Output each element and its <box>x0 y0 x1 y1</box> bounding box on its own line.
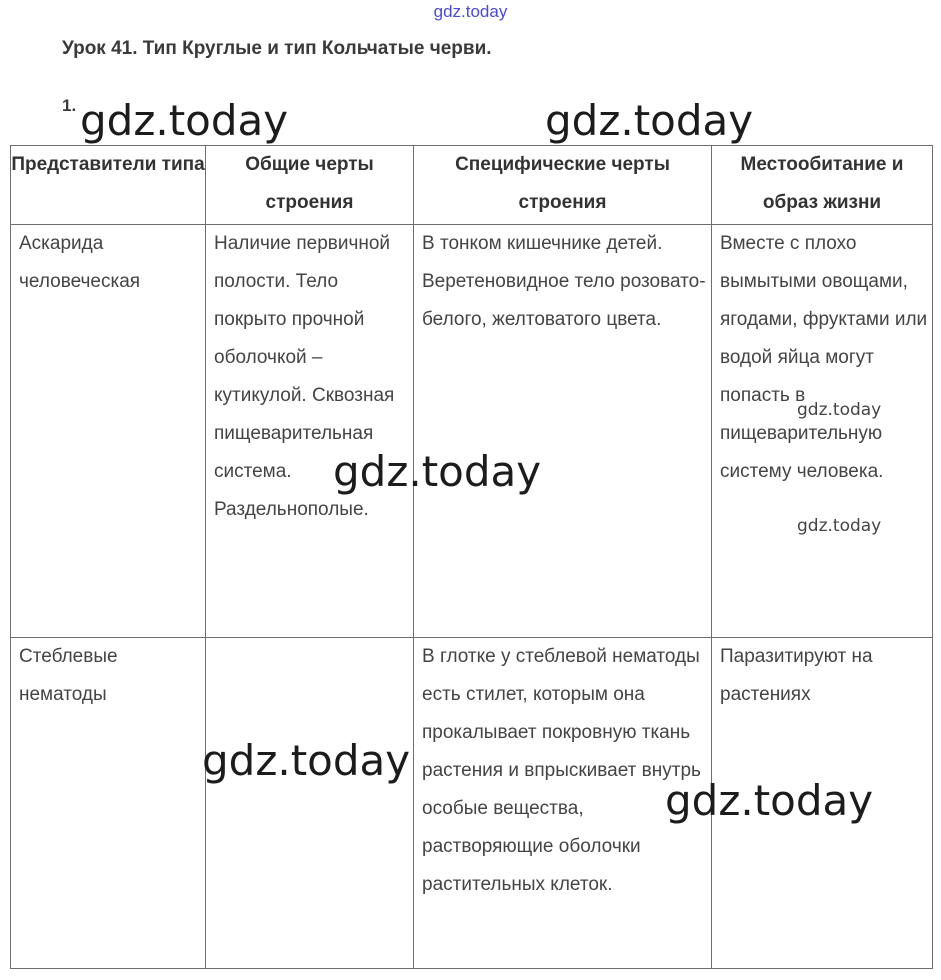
watermark: gdz.today <box>545 96 754 145</box>
lesson-title: Урок 41. Тип Круглые и тип Кольчатые черви. <box>62 38 492 59</box>
item-number: 1. <box>62 96 77 115</box>
watermark: gdz.today <box>202 736 411 785</box>
cell-general-features: Наличие первичной полости. Тело покрыто прочной оболочкой – кутикулой. Сквозная пищеварительная система. Раздельнополые. <box>206 225 414 638</box>
cell-representative: Стеблевые нематоды <box>11 638 206 969</box>
watermark: gdz.today <box>665 776 874 825</box>
cell-habitat: Паразитируют на растениях <box>712 638 933 969</box>
column-header-general-features: Общие черты строения <box>206 146 414 225</box>
column-header-representatives: Представители типа <box>11 146 206 225</box>
watermark: gdz.today <box>797 516 882 536</box>
watermark: gdz.today <box>80 96 289 145</box>
cell-specific-features: В глотке у стеблевой нематоды есть стилет, которым она прокалывает покровную ткань растения и впрыскивает внутрь особые вещества, растворяющие оболочки растительных клеток. <box>414 638 712 969</box>
table-row <box>11 225 933 638</box>
site-watermark-top: gdz.today <box>433 2 508 21</box>
cell-representative: Аскарида человеческая <box>11 225 206 638</box>
cell-general-features <box>206 638 414 969</box>
cell-specific-features: В тонком кишечнике детей. Веретеновидное тело розовато-белого, желтоватого цвета. <box>414 225 712 638</box>
column-header-habitat: Местообитание и образ жизни <box>712 146 933 225</box>
table-header-row <box>11 146 933 225</box>
watermark: gdz.today <box>333 447 542 496</box>
worms-table <box>10 145 933 969</box>
watermark: gdz.today <box>797 400 882 420</box>
column-header-specific-features: Специфические черты строения <box>414 146 712 225</box>
cell-habitat: Вместе с плохо вымытыми овощами, ягодами, фруктами или водой яйца могут попасть в пищеварительную систему человека. <box>712 225 933 638</box>
